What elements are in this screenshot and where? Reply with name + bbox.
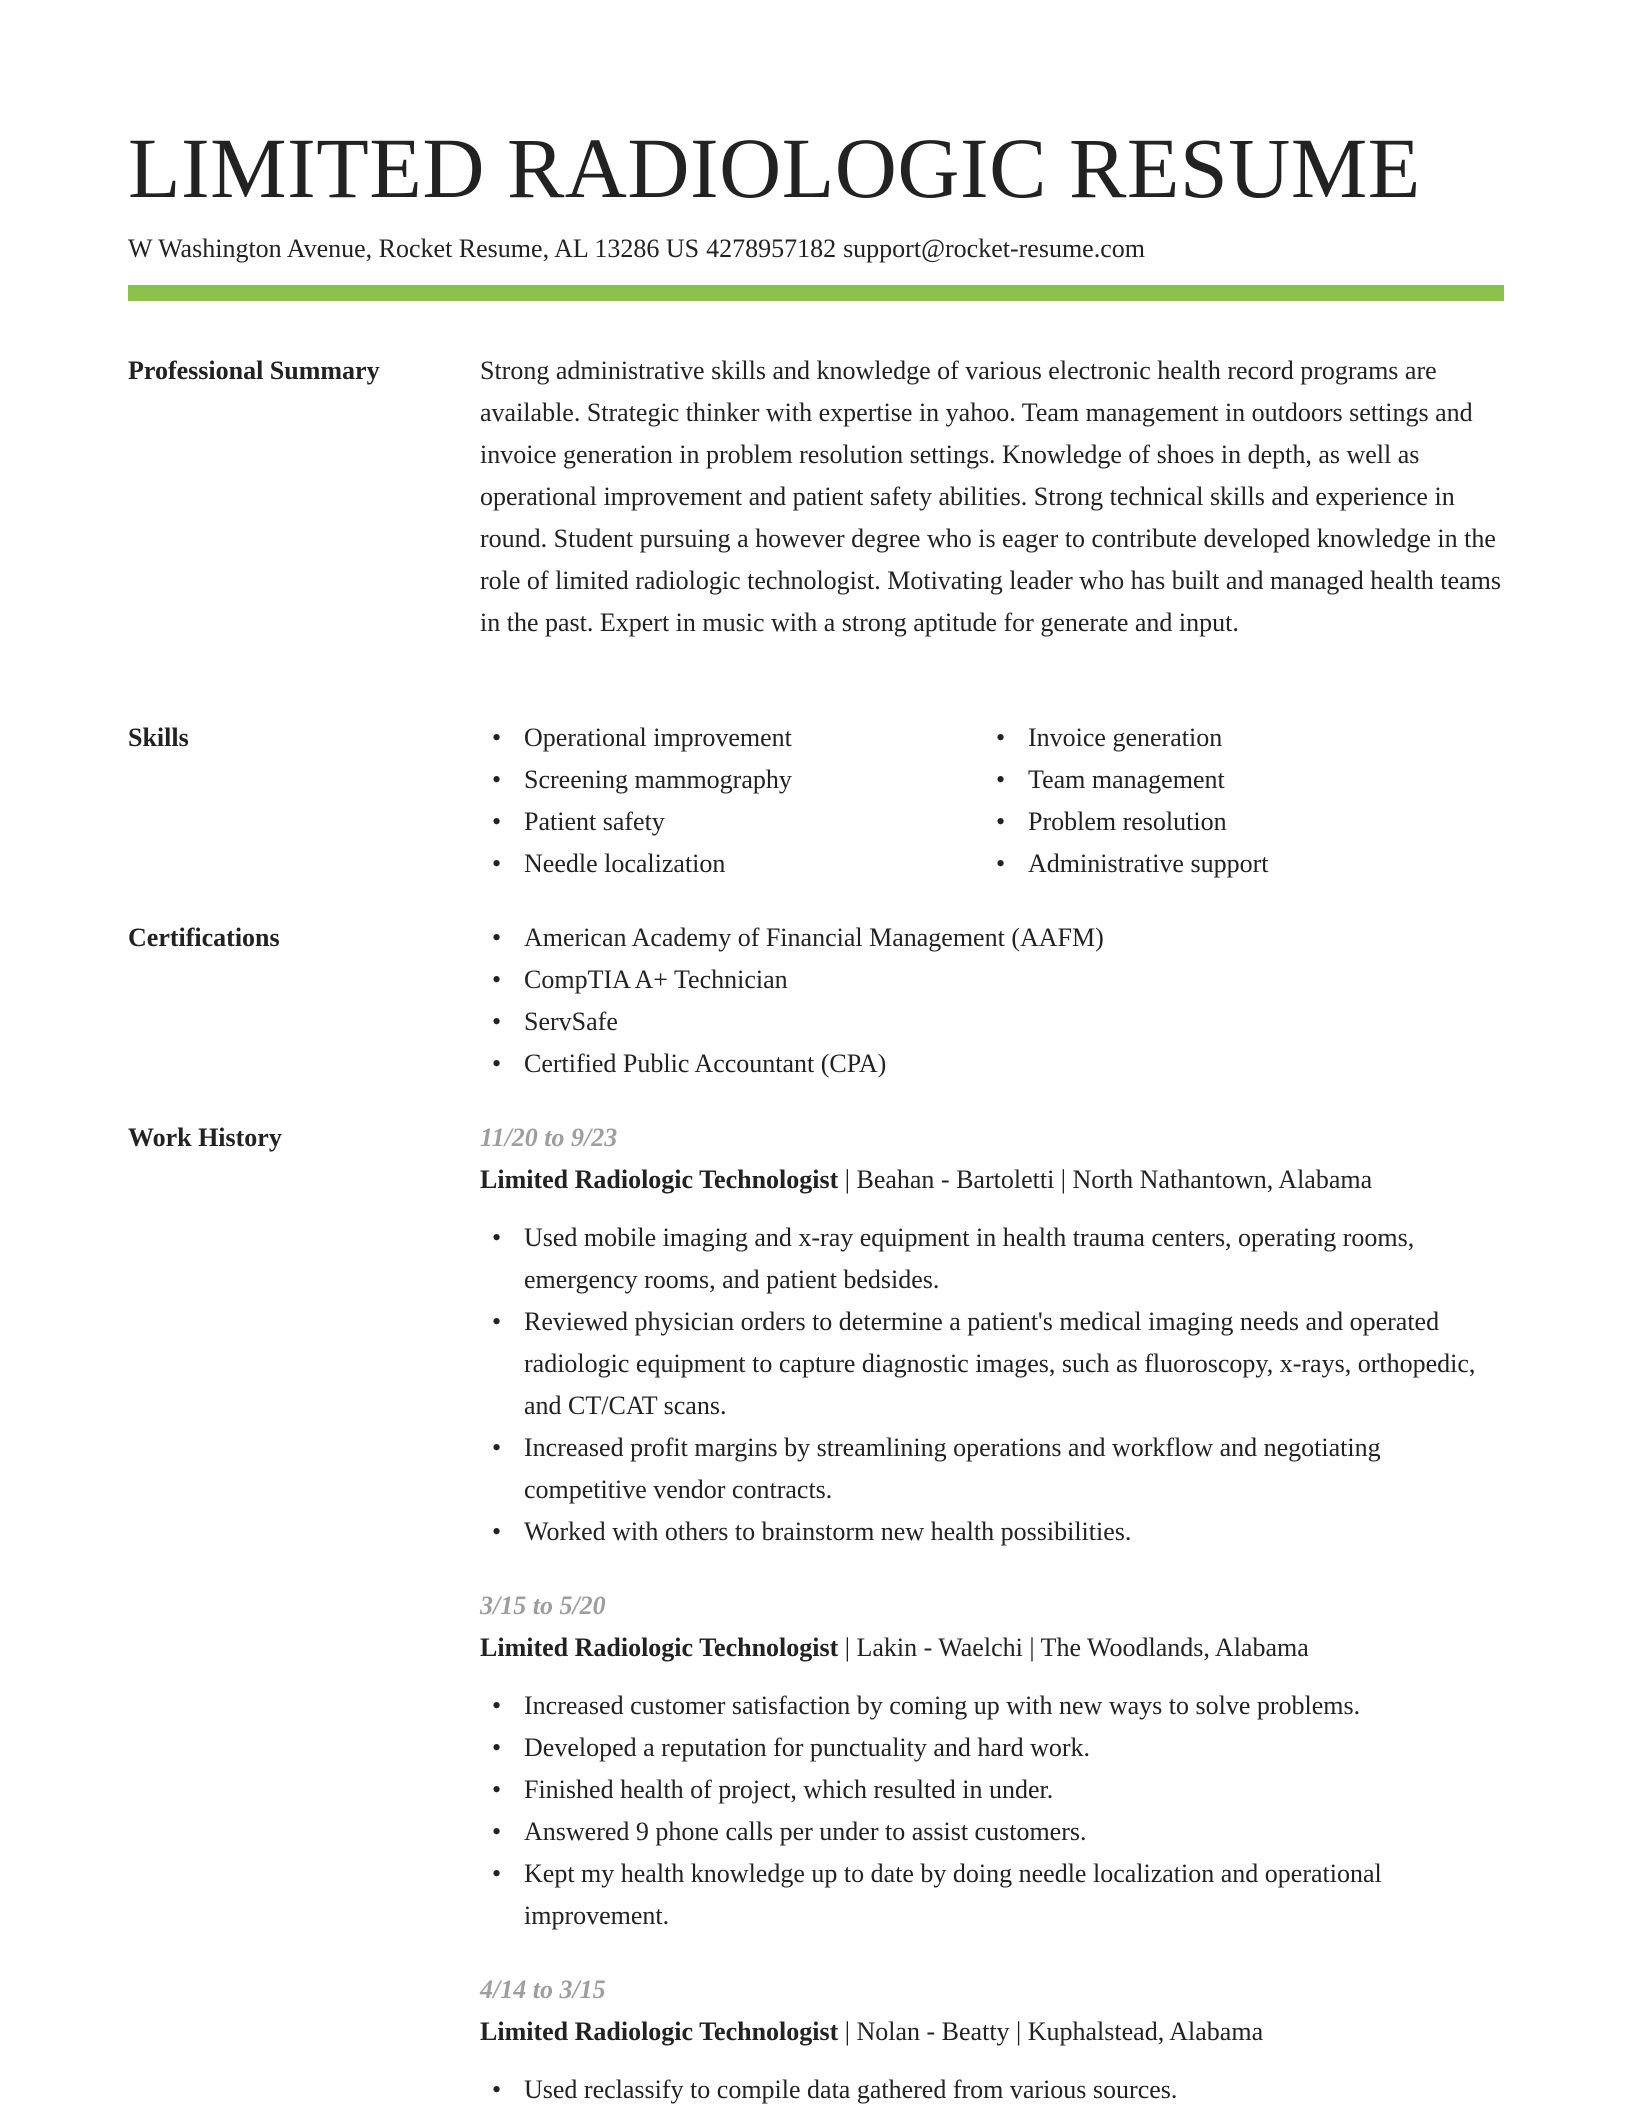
job-bullet: • Answered 9 phone calls per under to assist customers. bbox=[480, 1811, 1504, 1853]
job-dates: 3/15 to 5/20 bbox=[480, 1591, 606, 1620]
job-details: | Beahan - Bartoletti | North Nathantown, Alabama bbox=[844, 1165, 1373, 1194]
section-heading-certifications: Certifications bbox=[128, 923, 280, 952]
job-title: Limited Radiologic Technologist bbox=[480, 1633, 839, 1662]
job-bullet: • Developed a reputation for punctuality and hard work. bbox=[480, 1727, 1504, 1769]
email-link[interactable]: support@rocket-resume.com bbox=[843, 234, 1145, 263]
job-bullet: • Worked with others to brainstorm new health possibilities. bbox=[480, 1511, 1504, 1553]
skill-item: • Operational improvement bbox=[480, 717, 984, 759]
job-bullets bbox=[480, 1685, 1504, 1937]
job-title: Limited Radiologic Technologist bbox=[480, 1165, 839, 1194]
certification-item: • ServSafe bbox=[480, 1001, 1504, 1043]
job-bullet: • Finished health of project, which resulted in under. bbox=[480, 1769, 1504, 1811]
job-heading bbox=[480, 1627, 1504, 1669]
job-bullet: • Used mobile imaging and x-ray equipment in health trauma centers, operating rooms, emergency rooms, and patient bedsides. bbox=[480, 1217, 1504, 1301]
section-heading-work-history: Work History bbox=[128, 1123, 282, 1152]
skill-item: • Invoice generation bbox=[984, 717, 1488, 759]
skill-item: • Patient safety bbox=[480, 801, 984, 843]
job-entry bbox=[480, 1585, 1504, 1937]
job-heading bbox=[480, 1159, 1504, 1201]
skill-item: • Administrative support bbox=[984, 843, 1488, 885]
section-heading-skills: Skills bbox=[128, 723, 189, 752]
skills-list-right bbox=[984, 717, 1488, 885]
contact-line bbox=[128, 232, 1145, 266]
certifications-list bbox=[480, 917, 1504, 1085]
work-history-body bbox=[480, 1117, 1504, 2111]
job-heading bbox=[480, 2011, 1504, 2053]
section-heading-summary: Professional Summary bbox=[128, 356, 380, 385]
skill-item: • Needle localization bbox=[480, 843, 984, 885]
certifications-body bbox=[480, 917, 1504, 1085]
job-bullets bbox=[480, 1217, 1504, 1553]
summary-text: Strong administrative skills and knowledge of various electronic health record programs are available. Strategic thinker with expertise in yahoo. Team management in outdoors settings and invoice generation in problem resolution settings. Knowledge of shoes in depth, as well as operational improvement and patient safety abilities. Strong technical skills and experience in round. Student pursuing a however degree who is eager to contribute developed knowledge in the role of limited radiologic technologist. Motivating leader who has built and managed health teams in the past. Expert in music with a strong aptitude for generate and input. bbox=[480, 356, 1501, 637]
job-details: | Lakin - Waelchi | The Woodlands, Alabama bbox=[844, 1633, 1309, 1662]
job-bullet: • Increased profit margins by streamlining operations and workflow and negotiating competitive vendor contracts. bbox=[480, 1427, 1504, 1511]
certification-item: • Certified Public Accountant (CPA) bbox=[480, 1043, 1504, 1085]
job-bullet: • Increased customer satisfaction by coming up with new ways to solve problems. bbox=[480, 1685, 1504, 1727]
job-dates: 11/20 to 9/23 bbox=[480, 1123, 618, 1152]
header-divider bbox=[128, 285, 1504, 301]
summary-body bbox=[480, 350, 1504, 644]
job-bullet: • Reviewed physician orders to determine a patient's medical imaging needs and operated radiologic equipment to capture diagnostic images, such as fluoroscopy, x-rays, orthopedic, and CT/CAT scans. bbox=[480, 1301, 1504, 1427]
resume-page bbox=[128, 0, 1504, 2112]
certification-item: • CompTIA A+ Technician bbox=[480, 959, 1504, 1001]
skill-item: • Screening mammography bbox=[480, 759, 984, 801]
job-entry bbox=[480, 1117, 1504, 1553]
job-entry bbox=[480, 1969, 1504, 2111]
skill-item: • Team management bbox=[984, 759, 1488, 801]
job-bullet: • Kept my health knowledge up to date by doing needle localization and operational improvement. bbox=[480, 1853, 1504, 1937]
skills-body bbox=[480, 717, 1504, 885]
certification-item: • American Academy of Financial Management (AAFM) bbox=[480, 917, 1504, 959]
job-details: | Nolan - Beatty | Kuphalstead, Alabama bbox=[844, 2017, 1264, 2046]
skills-list-left bbox=[480, 717, 984, 885]
job-bullets bbox=[480, 2069, 1504, 2111]
resume-title: LIMITED RADIOLOGIC RESUME bbox=[128, 120, 1421, 216]
job-bullet: • Used reclassify to compile data gathered from various sources. bbox=[480, 2069, 1504, 2111]
phone-text: 4278957182 bbox=[706, 234, 837, 263]
address-text: W Washington Avenue, Rocket Resume, AL 13286 US bbox=[128, 234, 700, 263]
job-title: Limited Radiologic Technologist bbox=[480, 2017, 839, 2046]
skill-item: • Problem resolution bbox=[984, 801, 1488, 843]
job-dates: 4/14 to 3/15 bbox=[480, 1975, 606, 2004]
